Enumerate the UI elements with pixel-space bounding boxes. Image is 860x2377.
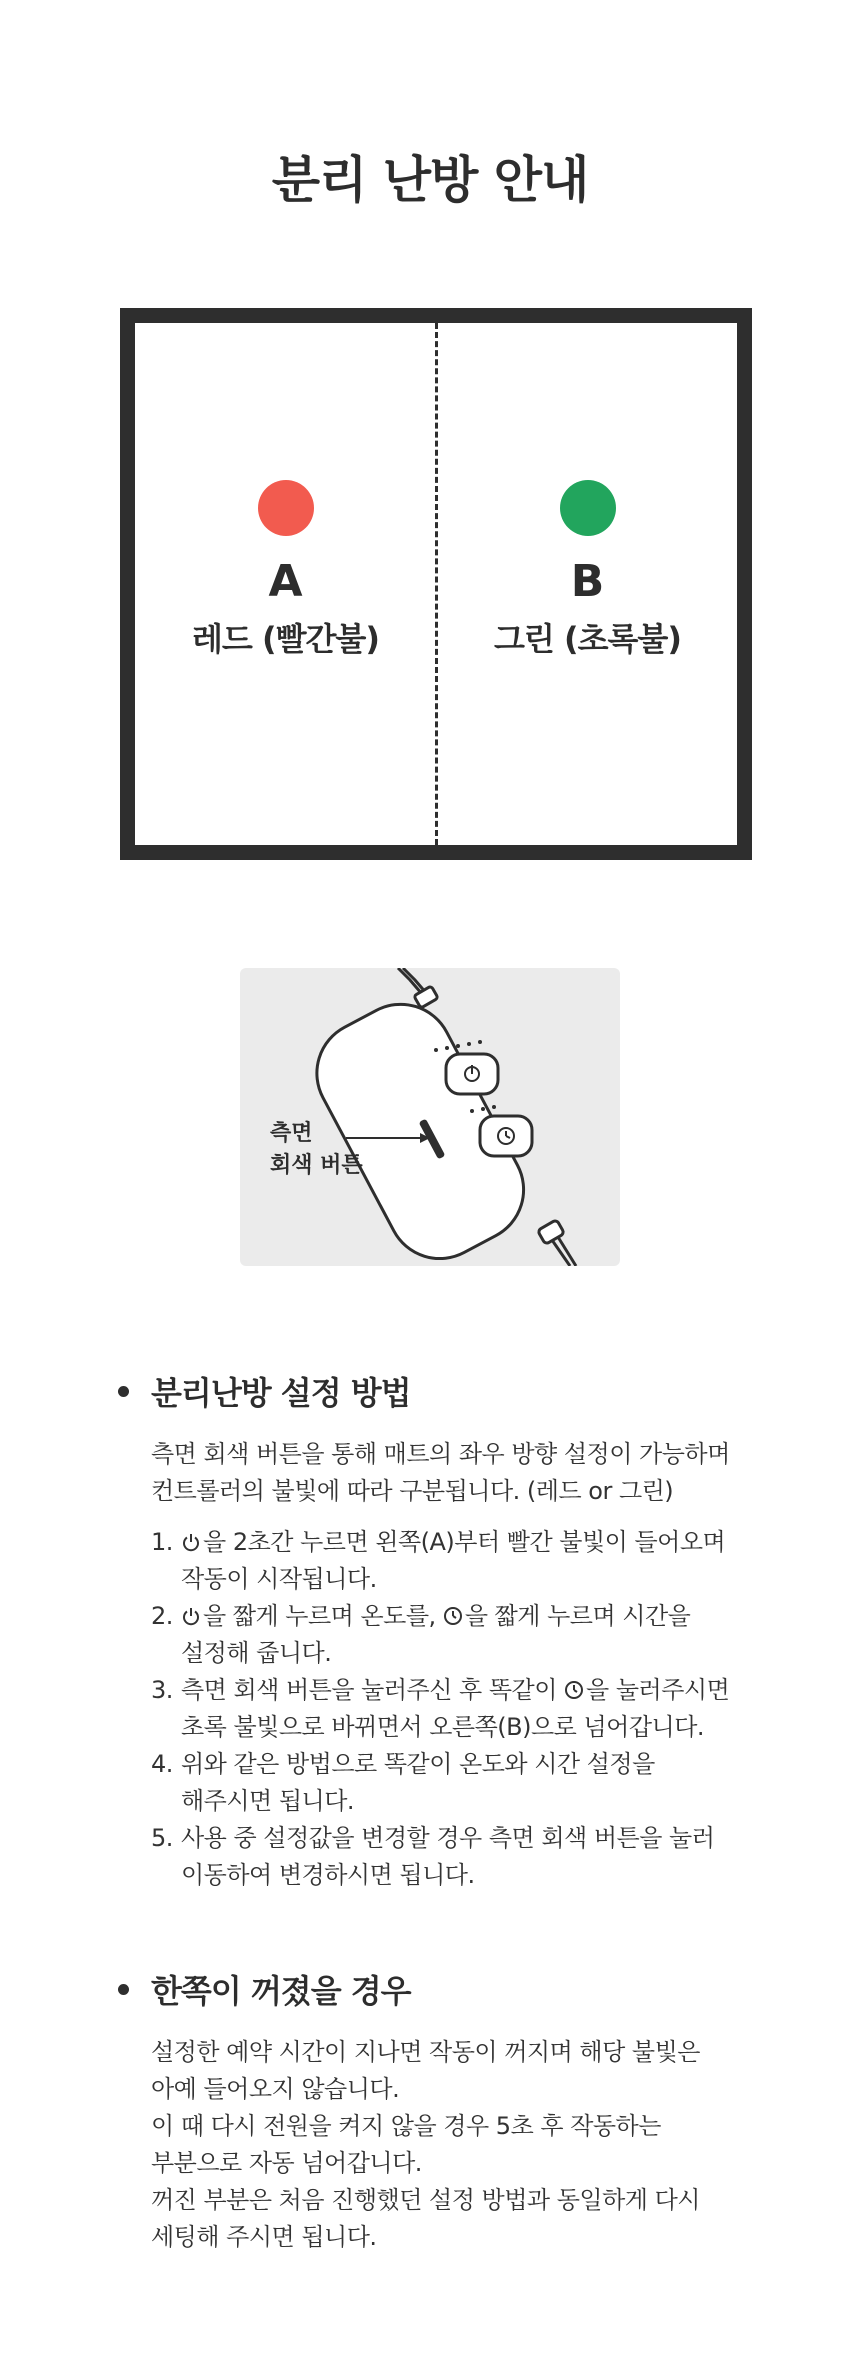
section2-title: 한쪽이 꺼졌을 경우	[151, 1972, 411, 2010]
intro-line: 컨트롤러의 불빛에 따라 구분됩니다. (레드 or 그린)	[151, 1477, 674, 1505]
step-text: 해주시면 됩니다.	[181, 1787, 355, 1815]
step-text: 을 짧게 누르며 시간을	[464, 1602, 691, 1630]
section1-title: 분리난방 설정 방법	[151, 1374, 411, 1412]
timer-icon	[443, 1606, 463, 1626]
list-item	[151, 1820, 758, 1894]
page-title: 분리 난방 안내	[271, 151, 589, 209]
zone-b-letter: B	[570, 556, 605, 607]
zone-b	[437, 323, 738, 845]
intro-line: 측면 회색 버튼을 통해 매트의 좌우 방향 설정이 가능하며	[151, 1440, 730, 1468]
list-item	[151, 1672, 758, 1746]
section2-body	[151, 2034, 758, 2256]
step-text: 작동이 시작됩니다.	[181, 1565, 377, 1593]
zone-a	[135, 323, 436, 845]
controller-illustration	[240, 968, 620, 1266]
step-number: 5.	[151, 1824, 173, 1852]
step-text: 을 짧게 누르며 온도를,	[203, 1602, 436, 1630]
step-number: 3.	[151, 1676, 173, 1704]
zone-a-letter: A	[268, 556, 303, 607]
side-label-line2: 회색 버튼	[270, 1153, 363, 1178]
green-indicator-dot	[560, 480, 616, 536]
section1-intro	[151, 1436, 758, 1510]
body-line: 세팅해 주시면 됩니다.	[151, 2223, 377, 2251]
mat-diagram	[120, 308, 752, 860]
power-icon	[181, 1532, 201, 1552]
step-number: 2.	[151, 1602, 173, 1630]
side-label-line1: 측면	[270, 1121, 313, 1146]
list-item	[151, 1746, 758, 1820]
body-line: 설정한 예약 시간이 지나면 작동이 꺼지며 해당 불빛은	[151, 2038, 700, 2066]
bullet-icon	[118, 1386, 129, 1397]
section-separate-heating	[118, 1368, 758, 1894]
controller-drawing	[240, 968, 620, 1266]
bullet-icon	[118, 1984, 129, 1995]
step-text: 위와 같은 방법으로 똑같이 온도와 시간 설정을	[181, 1750, 655, 1778]
step-text: 이동하여 변경하시면 됩니다.	[181, 1861, 475, 1889]
zone-a-label: 레드 (빨간불)	[192, 620, 379, 658]
section-one-side-off	[118, 1966, 758, 2256]
step-number: 4.	[151, 1750, 173, 1778]
step-text: 을 2초간 누르면 왼쪽(A)부터 빨간 불빛이 들어오며	[203, 1528, 726, 1556]
timer-icon	[564, 1680, 584, 1700]
body-line: 이 때 다시 전원을 켜지 않을 경우 5초 후 작동하는	[151, 2112, 661, 2140]
list-item	[151, 1598, 758, 1672]
zone-b-label: 그린 (초록불)	[494, 620, 681, 658]
steps-list	[151, 1524, 758, 1894]
section2-header	[118, 1966, 758, 2012]
list-item	[151, 1524, 758, 1598]
power-icon	[181, 1606, 201, 1626]
side-button-label	[270, 1118, 363, 1182]
body-line: 부분으로 자동 넘어갑니다.	[151, 2149, 422, 2177]
red-indicator-dot	[258, 480, 314, 536]
step-text: 사용 중 설정값을 변경할 경우 측면 회색 버튼을 눌러	[181, 1824, 715, 1852]
step-text: 을 눌러주시면	[586, 1676, 730, 1704]
body-line: 아예 들어오지 않습니다.	[151, 2075, 400, 2103]
step-text: 설정해 줍니다.	[181, 1639, 332, 1667]
body-line: 꺼진 부분은 처음 진행했던 설정 방법과 동일하게 다시	[151, 2186, 700, 2214]
step-text: 초록 불빛으로 바뀌면서 오른쪽(B)으로 넘어갑니다.	[181, 1713, 705, 1741]
section1-header	[118, 1368, 758, 1414]
step-text: 측면 회색 버튼을 눌러주신 후 똑같이	[181, 1676, 557, 1704]
step-number: 1.	[151, 1528, 173, 1556]
